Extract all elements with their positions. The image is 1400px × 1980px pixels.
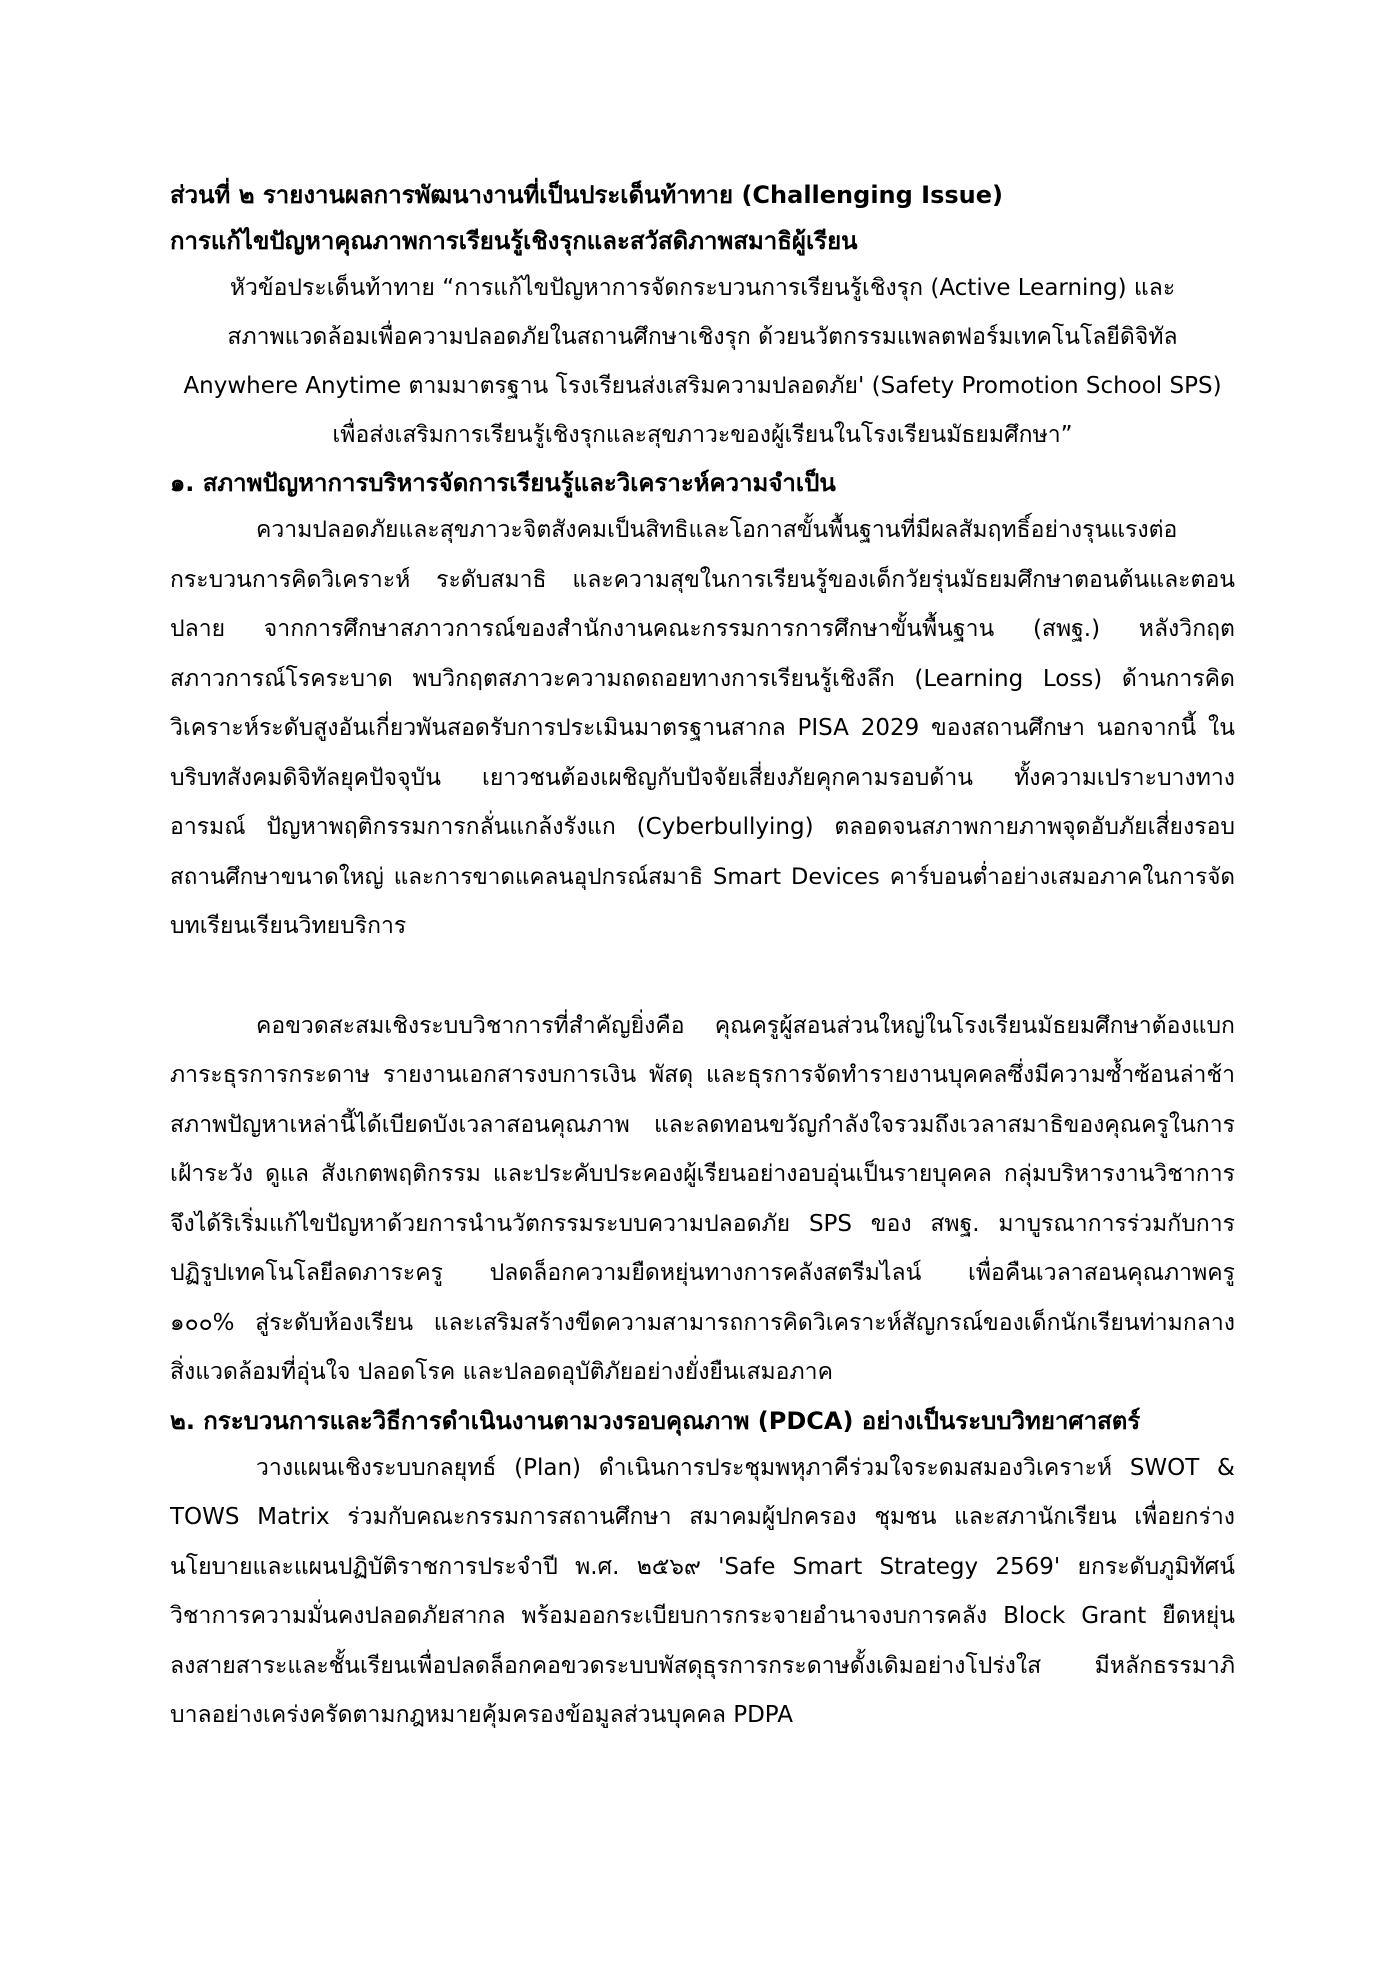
paragraph-line: วางแผนเชิงระบบกลยุทธ์ (Plan) ดำเนินการประชุมพหุภาคีร่วมใจระดมสมองวิเคราะห์ SWOT & [256,1454,1235,1481]
paragraph-line: คอขวดสะสมเชิงระบบวิชาการที่สำคัญยิ่งคือ คุณครูผู้สอนส่วนใหญ่ในโรงเรียนมัธยมศึกษาต้องแบก [256,1012,1235,1039]
paragraph-line: ภาระธุรการกระดาษ รายงานเอกสารงบการเงิน พัสดุ และธุรการจัดทำรายงานบุคคลซึ่งมีความซ้ำซ้อนล่าช้า [170,1062,1235,1088]
paragraph-line: TOWS Matrix ร่วมกับคณะกรรมการสถานศึกษา สมาคมผู้ปกครอง ชุมชน และสภานักเรียน เพื่อยกร่าง [170,1504,1235,1530]
paragraph-line: นโยบายและแผนปฏิบัติราชการประจำปี พ.ศ. ๒๕๖๙ 'Safe Smart Strategy 2569' ยกระดับภูมิทัศน์ [170,1553,1235,1580]
paragraph-line: สิ่งแวดล้อมที่อุ่นใจ ปลอดโรค และปลอดอุบัติภัยอย่างยั่งยืนเสมอภาค [170,1359,833,1385]
paragraph-line: ปฏิรูปเทคโนโลยีลดภาระครู ปลดล็อกความยืดหยุ่นทางการคลังสตรีมไลน์ เพื่อคืนเวลาสอนคุณภาพครู [170,1260,1235,1286]
part-subtitle: การแก้ไขปัญหาคุณภาพการเรียนรู้เชิงรุกและสวัสดิภาพสมาธิผู้เรียน [170,227,858,255]
paragraph-line: จึงได้ริเริ่มแก้ไขปัญหาด้วยการนำนวัตกรรมระบบความปลอดภัย SPS ของ สพฐ. มาบูรณาการร่วมกับการ [170,1210,1235,1237]
topic-line: สภาพแวดล้อมเพื่อความปลอดภัยในสถานศึกษาเชิงรุก ด้วยนวัตกรรมแพลตฟอร์มเทคโนโลยีดิจิทัล [227,324,1178,350]
paragraph-line: เฝ้าระวัง ดูแล สังเกตพฤติกรรม และประคับประคองผู้เรียนอย่างอบอุ่นเป็นรายบุคคล กลุ่มบริหารงานวิชาการ [170,1161,1235,1187]
paragraph-line: สถานศึกษาขนาดใหญ่ และการขาดแคลนอุปกรณ์สมาธิ Smart Devices คาร์บอนต่ำอย่างเสมอภาคในการจัด [170,863,1235,890]
paragraph-line: วิชาการความมั่นคงปลอดภัยสากล พร้อมออกระเบียบการกระจายอำนาจงบการคลัง Block Grant ยืดหยุ่น [170,1603,1235,1629]
paragraph-spacer [170,952,1235,1002]
paragraph-line: สภาวการณ์โรคระบาด พบวิกฤตสภาวะความถดถอยทางการเรียนรู้เชิงลึก (Learning Loss) ด้านการคิด [170,665,1235,692]
section2-heading: ๒. กระบวนการและวิธีการดำเนินงานตามวงรอบคุณภาพ (PDCA) อย่างเป็นระบบวิทยาศาสตร์ [170,1406,1141,1435]
document-body [170,172,1235,1741]
paragraph-line: อารมณ์ ปัญหาพฤติกรรมการกลั่นแกล้งรังแก (Cyberbullying) ตลอดจนสภาพกายภาพจุดอับภัยเสี่ยงรอบ [170,814,1235,840]
topic-line: เพื่อส่งเสริมการเรียนรู้เชิงรุกและสุขภาวะของผู้เรียนในโรงเรียนมัธยมศึกษา” [332,422,1073,448]
topic-line: Anywhere Anytime ตามมาตรฐาน โรงเรียนส่งเสริมความปลอดภัย' (Safety Promotion School SPS) [183,373,1222,399]
paragraph-line: บริบทสังคมดิจิทัลยุคปัจจุบัน เยาวชนต้องเผชิญกับปัจจัยเสี่ยงภัยคุกคามรอบด้าน ทั้งความเปราะบางทาง [170,764,1235,791]
paragraph-line: กระบวนการคิดวิเคราะห์ ระดับสมาธิ และความสุขในการเรียนรู้ของเด็กวัยรุ่นมัธยมศึกษาตอนต้นและตอน [170,566,1235,593]
paragraph-line: บาลอย่างเคร่งครัดตามกฎหมายคุ้มครองข้อมูลส่วนบุคคล PDPA [170,1702,793,1728]
paragraph-line: บทเรียนเรียนวิทยบริการ [170,913,407,939]
paragraph-line: ๑๐๐% สู่ระดับห้องเรียน และเสริมสร้างขีดความสามารถการคิดวิเคราะห์สัญกรณ์ของเด็กนักเรียนท่ามกลาง [170,1309,1235,1336]
part-title: ส่วนที่ ๒ รายงานผลการพัฒนางานที่เป็นประเด็นท้าทาย (Challenging Issue) [170,181,1003,209]
paragraph-line: ความปลอดภัยและสุขภาวะจิตสังคมเป็นสิทธิและโอกาสขั้นพื้นฐานที่มีผลสัมฤทธิ์อย่างรุนแรงต่อ [256,517,1178,543]
paragraph-line: ปลาย จากการศึกษาสภาวการณ์ของสำนักงานคณะกรรมการการศึกษาขั้นพื้นฐาน (สพฐ.) หลังวิกฤต [170,616,1235,642]
paragraph-line: สภาพปัญหาเหล่านี้ได้เบียดบังเวลาสอนคุณภาพ และลดทอนขวัญกำลังใจรวมถึงเวลาสมาธิของคุณครูในการ [170,1111,1235,1138]
paragraph-line: ลงสายสาระและชั้นเรียนเพื่อปลดล็อกคอขวดระบบพัสดุธุรการกระดาษดั้งเดิมอย่างโปร่งใส มีหลักธรรมาภิ [170,1652,1235,1679]
paragraph-line: วิเคราะห์ระดับสูงอันเกี่ยวพันสอดรับการประเมินมาตรฐานสากล PISA 2029 ของสถานศึกษา นอกจากนี้ ใน [170,715,1235,741]
section1-heading: ๑. สภาพปัญหาการบริหารจัดการเรียนรู้และวิเคราะห์ความจำเป็น [170,469,836,497]
topic-line: หัวข้อประเด็นท้าทาย “การแก้ไขปัญหาการจัดกระบวนการเรียนรู้เชิงรุก (Active Learning) และ [229,275,1176,301]
